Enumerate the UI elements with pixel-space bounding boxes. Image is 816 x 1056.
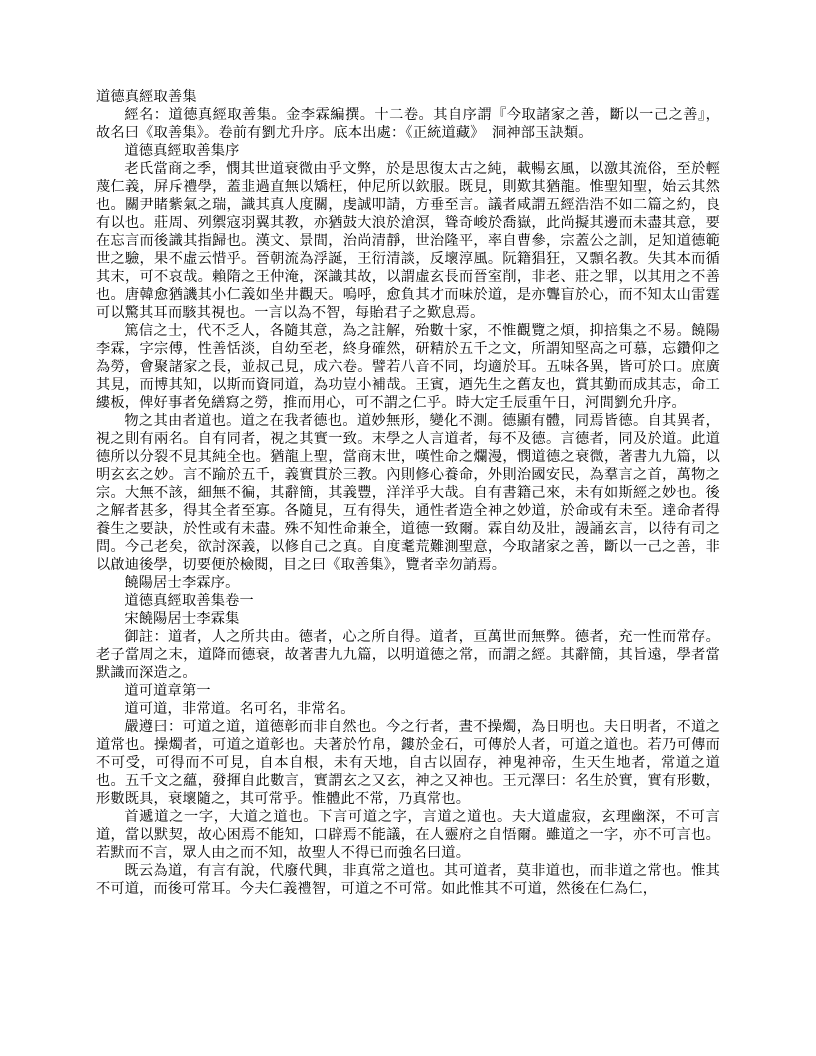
compiler-line: 宋饒陽居士李霖集 [124, 611, 240, 627]
chapter-title: 道可道章第一 [124, 683, 211, 699]
imperial-commentary: 御註：道者，人之所共由。德者，心之所自得。道者，亘萬世而無弊。德者，充一性而常存。老子當周之末，道降而德衰，故著書九九篇，以明道德之常，而謂之經。其辭簡，其旨遠，學者當默識而深造之。 [96, 629, 720, 681]
preface-paragraph-2: 篤信之士，代不乏人，各隨其意，為之註解，殆數十家，不惟觀覽之煩，抑掊集之不易。饒陽李霖，字宗傅，性善恬淡，自幼至老，終身確然，研精於五千之文，所謂知堅高之可慕，忘鑽仰之為勞，會聚諸家之長，並叔己見，成六卷。譬若八音不同，均適於耳。五味各異，皆可於口。庶廣其見，而博其知，以斯而資同道，為功豈小補哉。王賓，迺先生之舊友也，賞其勤而成其志，命工縷板，俾好事者免繕寫之勞，推而用心，可不謂之仁乎。時大定壬辰重午日，河間劉允升序。 [96, 323, 720, 411]
preface-paragraph-3: 物之其由者道也。道之在我者德也。道妙無形，變化不測。德顯有體，同焉皆德。自其異者，視之則有兩名。自有同者，視之其實一致。末學之人言道者，每不及德。言德者，同及於道。此道德所以分裂不見其純全也。猶龍上聖，當商末世，嘆性命之爛漫，憫道德之衰微，著書九九篇，以明玄玄之妙。言不踰於五千，義實貫於三教。內則修心養命，外則治國安民，為羣言之首，萬物之宗。大無不該，細無不徧，其辭簡，其義豐，洋洋乎大哉。自有書籍己來，未有如斯經之妙也。後之解者甚多，得其全者至寡。各隨見，互有得失，通性者造全神之妙道，於命或有未至。達命者得養生之要訣，於性或有未盡。殊不知性命兼全，道德一致爾。霖自幼及壯，謾誦玄言，以待有司之問。今己老矣，欲討深義，以修自己之真。自度耄荒難測聖意，今取諸家之善，斷以一己之善，非以啟迪後學，切要便於檢閱，目之曰《取善集》，覽者幸勿誚焉。 [96, 413, 720, 573]
catalog-note: 經名：道德真經取善集。金李霖編撰。十二卷。其自序謂『今取諸家之善，斷以一己之善』，故名曰《取善集》。卷前有劉尤升序。底本出處：《正統道藏》 洞神部玉訣類。 [96, 107, 720, 141]
preface-paragraph-1: 老氏當商之季，憫其世道衰微由乎文弊，於是思復太古之純，載暢玄風，以激其流俗，至於輕蔑仁義，屏斥禮學，蓋韭過直無以矯枉，仲尼所以欽服。既見，則歎其猶龍。惟聖知聖，始云其然也。關尹睹紫氣之瑞，識其真人度關，虔誠叩請，方垂至言。議者咸謂五經浩浩不如二篇之約，良有以也。莊周、列禦寇羽翼其教，亦猶鼓大浪於滄溟，聳奇峻於喬嶽，此尚擬其邊而未盡其意，要在忘言而後識其指歸也。漢文、景間，治尚清靜，世治隆平，率自曹參，宗蓋公之訓，足知道德範世之驗，果不虛云惜乎。晉朝流為浮誕，王衍清談，反壞淳風。阮籍猖狂，又顠名教。失其本而循其末，可不哀哉。賴隋之王仲淹，深識其故，以謂虛玄長而晉室削，非老、莊之罪，以其用之不善也。唐韓愈猶譏其小仁義如坐井觀天。嗚呼，愈負其才而味於道，是亦聾盲於心，而不知太山雷霆可以驚其耳而駭其視也。一言以為不智，每貽君子之歎息焉。 [96, 161, 720, 321]
book-title: 道德真經取善集 [96, 89, 197, 105]
commentary-yanzun: 嚴遵曰：可道之道，道德彰而非自然也。今之行者，晝不操燭，為日明也。夫日明者，不道之道常也。操燭者，可道之道彰也。夫著於竹帛，鏤於金石，可傳於人者，可道之道也。若乃可傳而不可受，可得而不可見，自本自根，未有天地，自古以固存，神鬼神帝，生天生地者，常道之道也。五千文之蘊，發揮自此數言，實謂玄之又玄，神之又神也。王元澤曰：名生於實，實有形數，形數既具，衰壞隨之，其可常乎。惟體此不常，乃真常也。 [96, 719, 720, 807]
chapter-text: 道可道，非常道。名可名，非常名。 [124, 701, 355, 717]
preface-signature: 饒陽居士李霖序。 [124, 575, 240, 591]
preface-title: 道德真經取善集序 [124, 143, 240, 159]
text-block [96, 88, 720, 898]
volume-title: 道德真經取善集卷一 [124, 593, 254, 609]
commentary-paragraph-3: 既云為道，有言有說，代廢代興，非真常之道也。其可道者，莫非道也，而非道之常也。惟其不可道，而後可常耳。今夫仁義禮智，可道之不可常。如此惟其不可道，然後在仁為仁， [96, 863, 720, 897]
commentary-paragraph-2: 首遞道之一字，大道之道也。下言可道之字，言道之道也。夫大道虛寂，玄理幽深，不可言道，當以默契，故心困焉不能知，口辟焉不能議，在人靈府之自悟爾。雖道之一字，亦不可言也。若默而不言，眾人由之而不知，故聖人不得已而強名曰道。 [96, 809, 720, 861]
